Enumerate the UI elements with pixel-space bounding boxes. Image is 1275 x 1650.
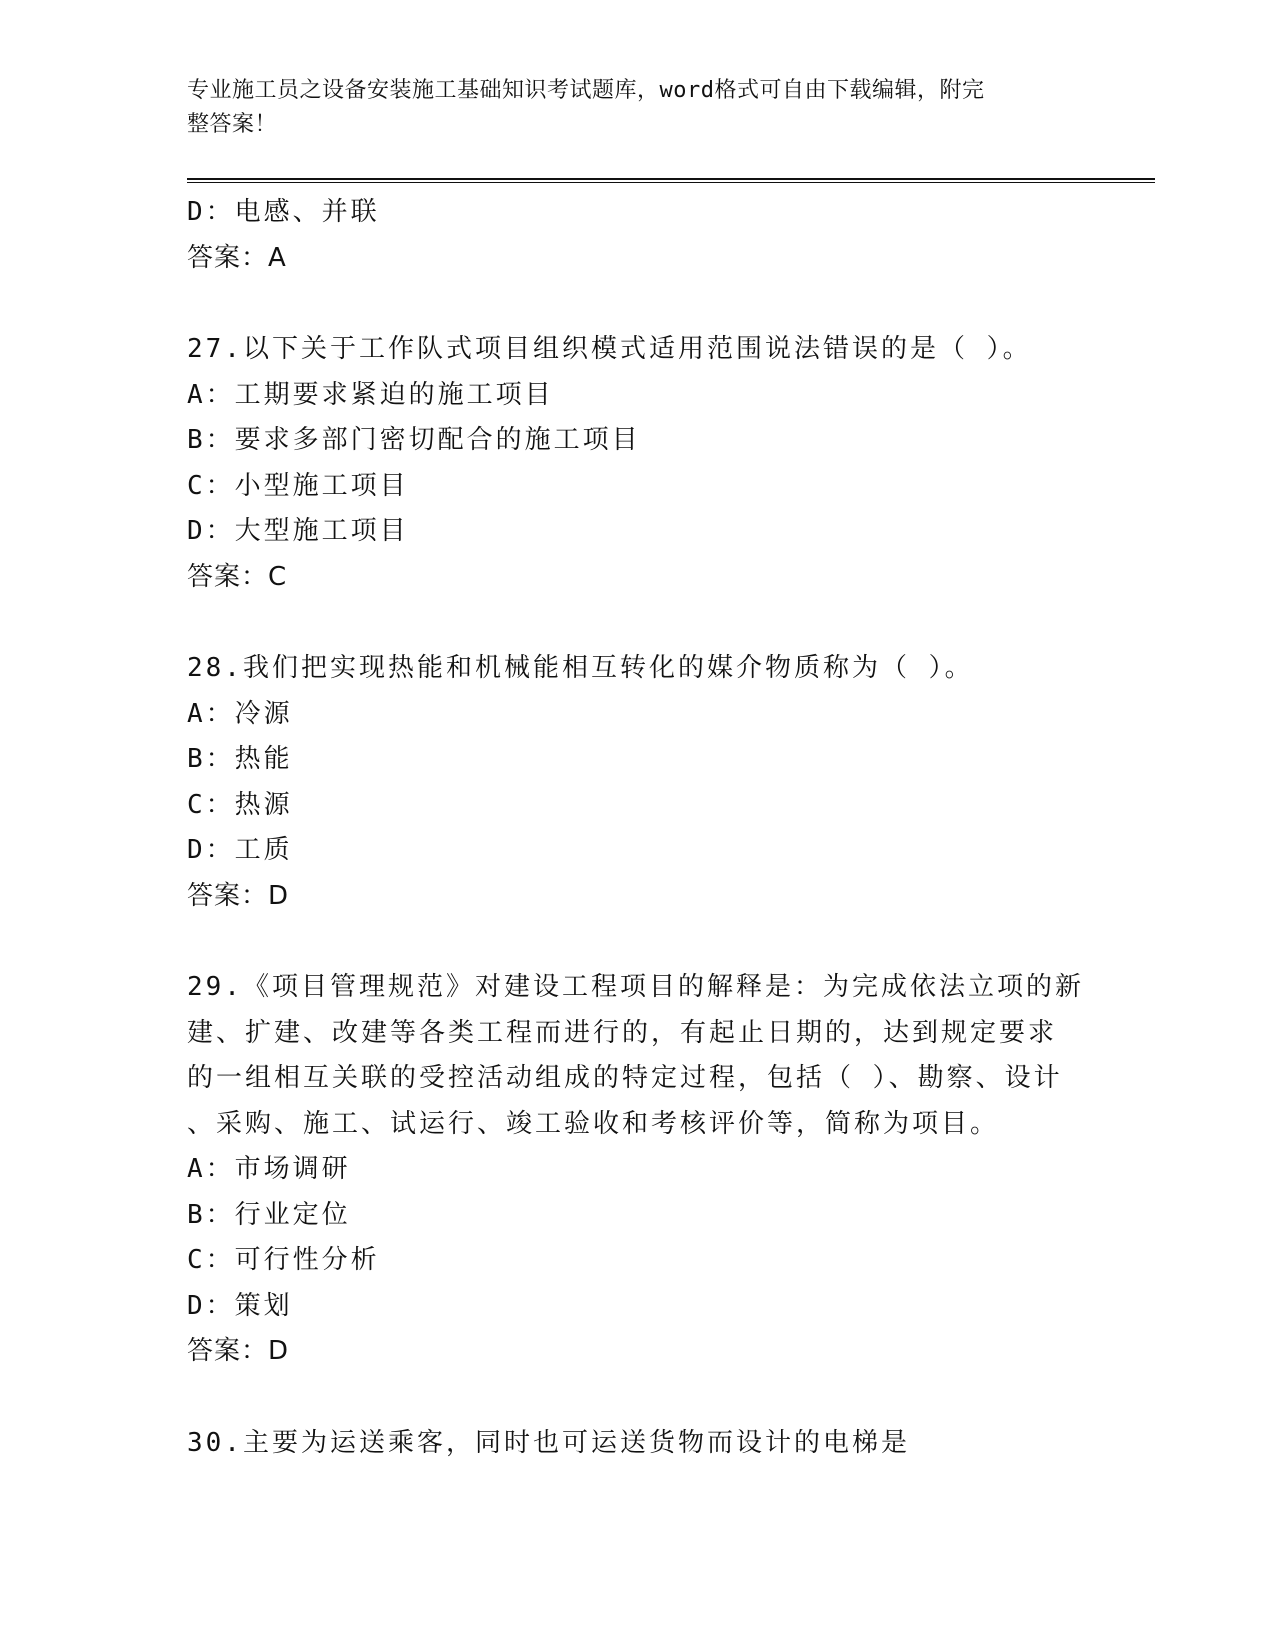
question-30 [187, 1421, 1157, 1467]
answer-line: 答案：D [187, 1336, 290, 1366]
question-stem: 28.我们把实现热能和机械能相互转化的媒介物质称为（ ）。 [187, 653, 974, 683]
answer-line: 答案：D [187, 880, 290, 911]
question-stem-line: 的一组相互关联的受控活动组成的特定过程，包括（ ）、勘察、设计 [187, 1063, 1063, 1093]
question-list [187, 190, 1157, 1466]
header-divider [187, 178, 1155, 183]
option-d: D：工质 [187, 835, 293, 865]
spacer [187, 919, 1157, 965]
question-stem: 30.主要为运送乘客，同时也可运送货物而设计的电梯是 [187, 1427, 910, 1458]
question-27 [187, 327, 1157, 600]
header-line-2: 整答案！ [187, 112, 278, 137]
option-c: C：热源 [187, 789, 293, 820]
option-c: C：可行性分析 [187, 1245, 380, 1275]
option-d: D：电感、并联 [187, 197, 380, 227]
question-stem-line: 29.《项目管理规范》对建设工程项目的解释是：为完成依法立项的新 [187, 972, 1084, 1002]
question-stem-line: 建、扩建、改建等各类工程而进行的，有起止日期的，达到规定要求 [187, 1017, 1058, 1048]
page-header [187, 74, 1067, 142]
spacer [187, 281, 1157, 327]
option-a: A：冷源 [187, 698, 293, 729]
question-28 [187, 646, 1157, 919]
spacer [187, 600, 1157, 646]
option-a: A：工期要求紧迫的施工项目 [187, 379, 554, 410]
option-d: D：大型施工项目 [187, 516, 409, 546]
answer-line: 答案：C [187, 561, 288, 592]
spacer [187, 1375, 1157, 1421]
option-a: A：市场调研 [187, 1154, 351, 1184]
question-stem: 27.以下关于工作队式项目组织模式适用范围说法错误的是（ ）。 [187, 334, 1032, 364]
option-c: C：小型施工项目 [187, 470, 409, 501]
question-29 [187, 965, 1157, 1375]
header-line-1: 专业施工员之设备安装施工基础知识考试题库，word格式可自由下载编辑，附完 [187, 78, 985, 103]
option-d: D：策划 [187, 1290, 293, 1321]
answer-line: 答案：A [187, 242, 287, 273]
option-b: B：要求多部门密切配合的施工项目 [187, 425, 641, 455]
option-b: B：行业定位 [187, 1199, 351, 1230]
option-b: B：热能 [187, 744, 293, 774]
question-stem-line: 、采购、施工、试运行、竣工验收和考核评价等，简称为项目。 [187, 1108, 1000, 1139]
